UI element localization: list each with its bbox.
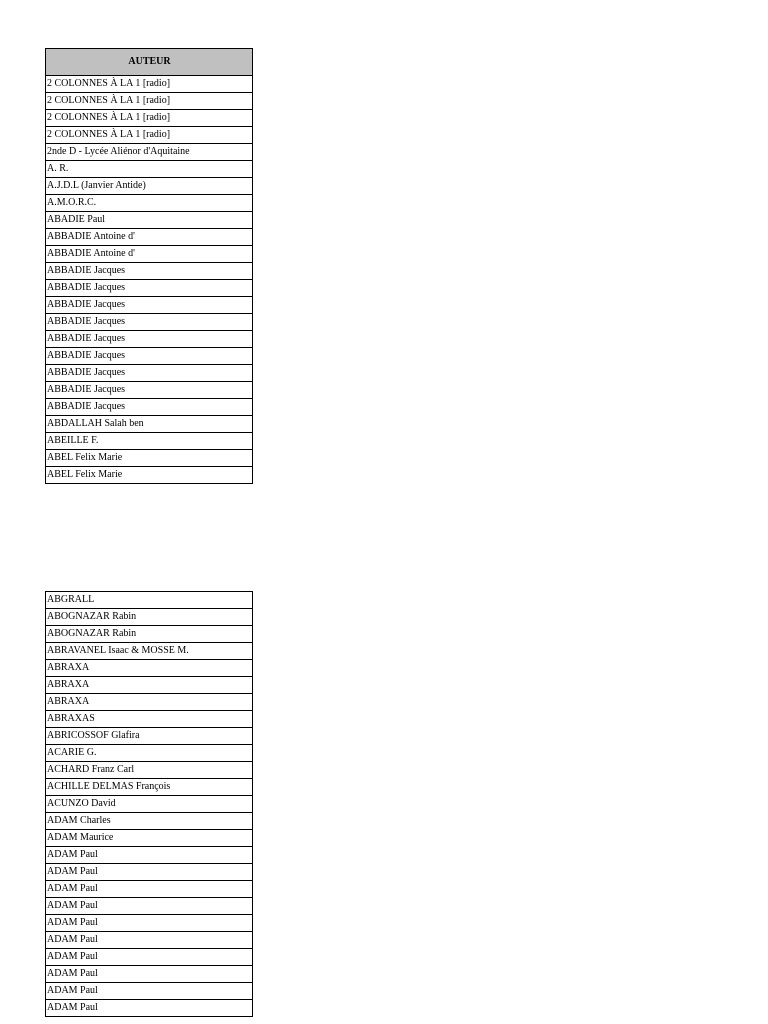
table-row <box>46 297 253 314</box>
author-cell[interactable]: ABBADIE Jacques <box>46 382 253 399</box>
table-row <box>46 314 253 331</box>
author-cell[interactable]: ADAM Paul <box>46 983 253 1000</box>
author-cell[interactable]: 2 COLONNES À LA 1 [radio] <box>46 110 253 127</box>
author-cell[interactable]: ABRAXAS <box>46 711 253 728</box>
author-cell[interactable]: A.M.O.R.C. <box>46 195 253 212</box>
table-row <box>46 365 253 382</box>
author-cell[interactable]: 2 COLONNES À LA 1 [radio] <box>46 76 253 93</box>
author-cell[interactable]: ABBADIE Jacques <box>46 280 253 297</box>
author-cell[interactable]: ABBADIE Jacques <box>46 263 253 280</box>
table-row <box>46 467 253 484</box>
author-cell[interactable]: ABBADIE Jacques <box>46 297 253 314</box>
author-cell[interactable]: ADAM Paul <box>46 847 253 864</box>
author-cell[interactable]: ABBADIE Jacques <box>46 331 253 348</box>
author-cell[interactable]: ADAM Maurice <box>46 830 253 847</box>
table-row <box>46 864 253 881</box>
table-row <box>46 711 253 728</box>
table-row <box>46 195 253 212</box>
author-cell[interactable]: ABRAXA <box>46 694 253 711</box>
table-row <box>46 898 253 915</box>
author-table-1 <box>45 48 253 484</box>
author-cell[interactable]: ABOGNAZAR Rabin <box>46 626 253 643</box>
table-row <box>46 144 253 161</box>
author-cell[interactable]: ABBADIE Jacques <box>46 348 253 365</box>
table-row <box>46 178 253 195</box>
table-row <box>46 813 253 830</box>
author-cell[interactable]: ABEL Felix Marie <box>46 467 253 484</box>
header-row <box>46 49 253 76</box>
table-row <box>46 433 253 450</box>
author-cell[interactable]: ACUNZO David <box>46 796 253 813</box>
author-cell[interactable]: ABBADIE Antoine d' <box>46 246 253 263</box>
author-cell[interactable]: ADAM Paul <box>46 932 253 949</box>
author-cell[interactable]: ABGRALL <box>46 592 253 609</box>
author-cell[interactable]: ABBADIE Antoine d' <box>46 229 253 246</box>
author-cell[interactable]: ADAM Charles <box>46 813 253 830</box>
author-cell[interactable]: ADAM Paul <box>46 966 253 983</box>
author-cell[interactable]: ACHARD Franz Carl <box>46 762 253 779</box>
table-row <box>46 246 253 263</box>
table-row <box>46 949 253 966</box>
table-row <box>46 416 253 433</box>
table-row <box>46 932 253 949</box>
table-row <box>46 399 253 416</box>
table-row <box>46 847 253 864</box>
table-row <box>46 779 253 796</box>
table-row <box>46 76 253 93</box>
author-cell[interactable]: ADAM Paul <box>46 949 253 966</box>
author-cell[interactable]: ABBADIE Jacques <box>46 314 253 331</box>
author-cell[interactable]: ABRAXA <box>46 677 253 694</box>
table-row <box>46 450 253 467</box>
table-row <box>46 280 253 297</box>
table-row <box>46 728 253 745</box>
author-cell[interactable]: ABRICOSSOF Glafira <box>46 728 253 745</box>
table-row <box>46 745 253 762</box>
table-row <box>46 881 253 898</box>
table-row <box>46 915 253 932</box>
author-cell[interactable]: 2nde D - Lycée Aliénor d'Aquitaine <box>46 144 253 161</box>
table-row <box>46 212 253 229</box>
author-cell[interactable]: ABOGNAZAR Rabin <box>46 609 253 626</box>
author-cell[interactable]: ACHILLE DELMAS François <box>46 779 253 796</box>
column-header-auteur[interactable]: AUTEUR <box>46 49 253 76</box>
author-cell[interactable]: ABBADIE Jacques <box>46 399 253 416</box>
table-row <box>46 677 253 694</box>
author-cell[interactable]: ABBADIE Jacques <box>46 365 253 382</box>
table-row <box>46 966 253 983</box>
table-row <box>46 762 253 779</box>
author-cell[interactable]: 2 COLONNES À LA 1 [radio] <box>46 93 253 110</box>
table-row <box>46 609 253 626</box>
table-row <box>46 592 253 609</box>
table-row <box>46 796 253 813</box>
table-row <box>46 110 253 127</box>
author-cell[interactable]: ABDALLAH Salah ben <box>46 416 253 433</box>
table-row <box>46 348 253 365</box>
author-cell[interactable]: 2 COLONNES À LA 1 [radio] <box>46 127 253 144</box>
table-row <box>46 1000 253 1017</box>
table-row <box>46 660 253 677</box>
author-cell[interactable]: ABADIE Paul <box>46 212 253 229</box>
author-table-2 <box>45 591 253 1017</box>
table-row <box>46 626 253 643</box>
author-cell[interactable]: ABEILLE F. <box>46 433 253 450</box>
table-row <box>46 331 253 348</box>
author-cell[interactable]: ADAM Paul <box>46 864 253 881</box>
author-cell[interactable]: A.J.D.L (Janvier Antide) <box>46 178 253 195</box>
author-cell[interactable]: ACARIE G. <box>46 745 253 762</box>
author-cell[interactable]: ADAM Paul <box>46 898 253 915</box>
table-row <box>46 694 253 711</box>
author-cell[interactable]: A. R. <box>46 161 253 178</box>
author-cell[interactable]: ABEL Felix Marie <box>46 450 253 467</box>
author-cell[interactable]: ADAM Paul <box>46 881 253 898</box>
table-row <box>46 983 253 1000</box>
author-cell[interactable]: ADAM Paul <box>46 1000 253 1017</box>
table-row <box>46 229 253 246</box>
author-cell[interactable]: ADAM Paul <box>46 915 253 932</box>
table-row <box>46 830 253 847</box>
author-cell[interactable]: ABRAXA <box>46 660 253 677</box>
table-row <box>46 382 253 399</box>
table-row <box>46 263 253 280</box>
table-row <box>46 127 253 144</box>
table-row <box>46 161 253 178</box>
author-cell[interactable]: ABRAVANEL Isaac & MOSSE M. <box>46 643 253 660</box>
table-row <box>46 643 253 660</box>
table-row <box>46 93 253 110</box>
